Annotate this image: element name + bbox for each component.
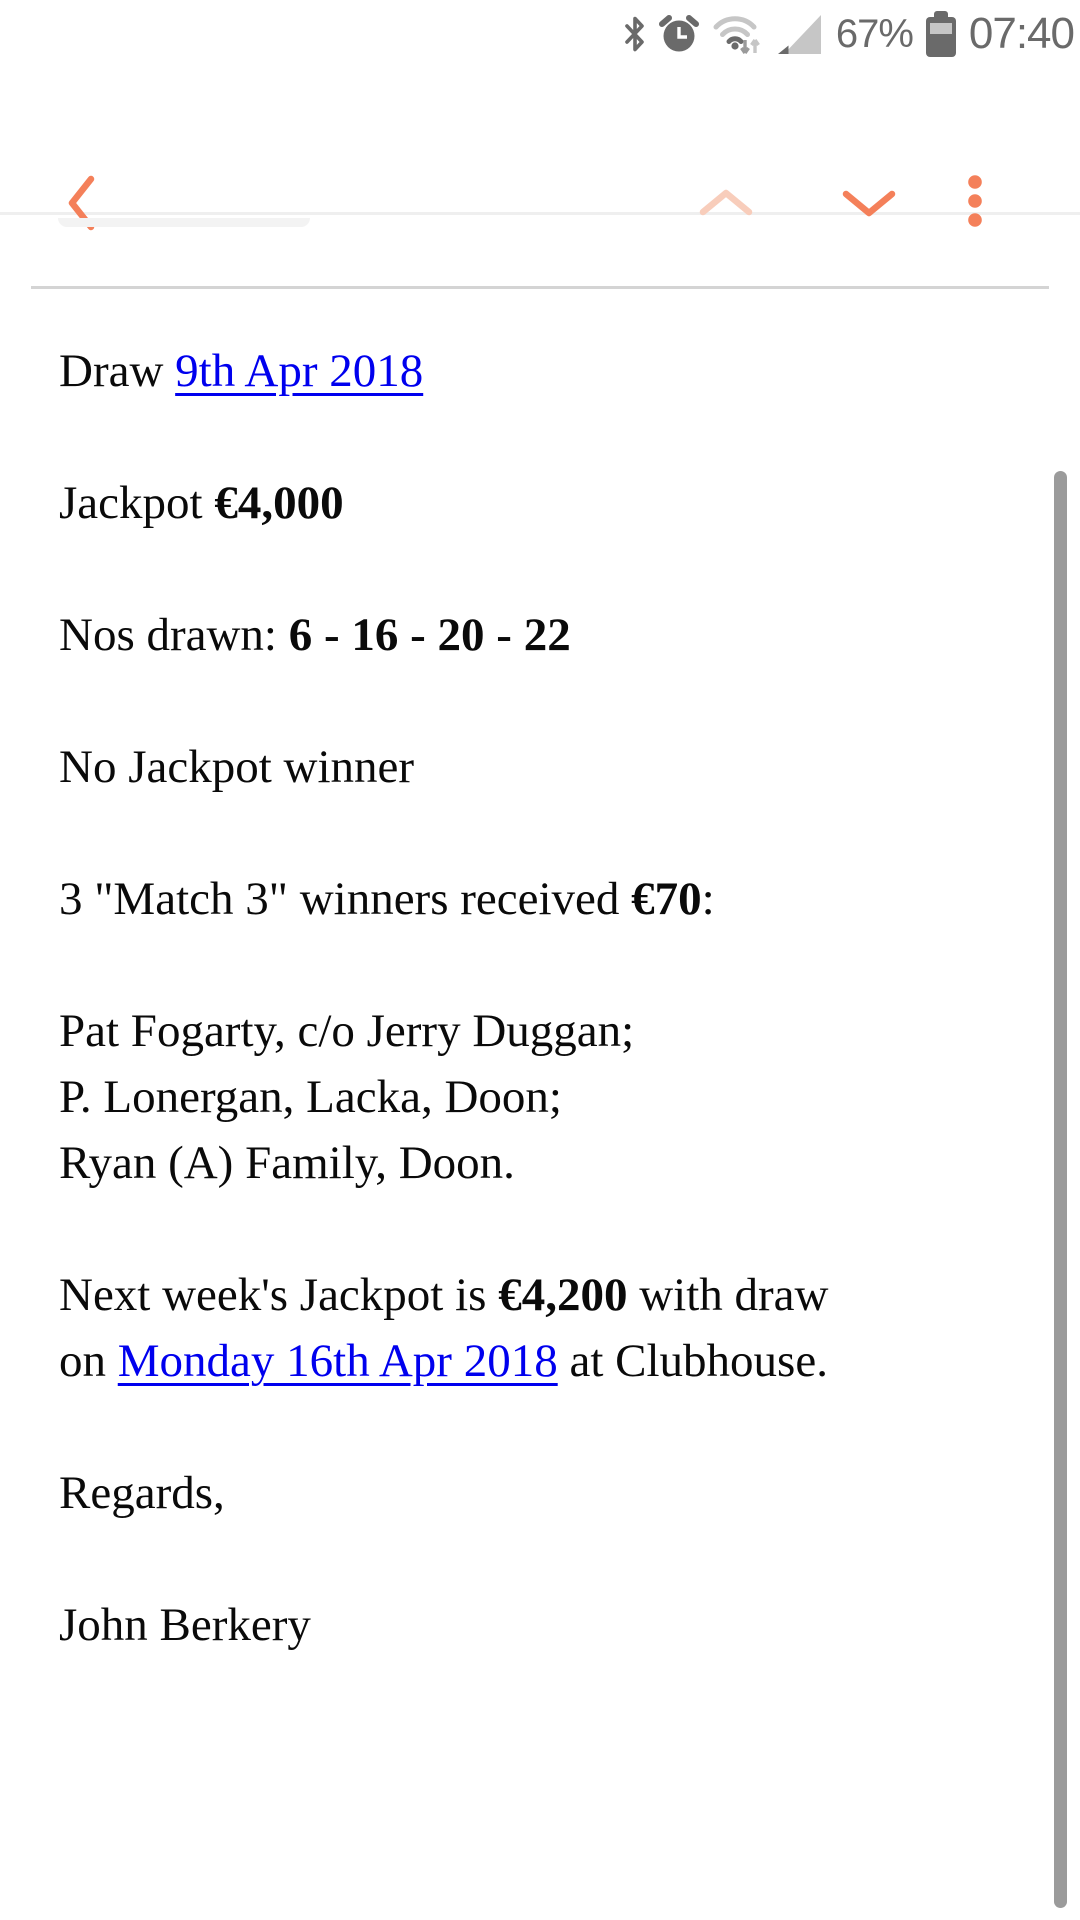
email-paragraph — [59, 338, 1050, 404]
previous-email-button[interactable] — [698, 186, 754, 218]
email-paragraph — [59, 866, 1050, 932]
chevron-down-icon — [841, 208, 897, 223]
email-paragraph — [59, 998, 1050, 1196]
text: on — [59, 1335, 118, 1387]
text: Next week's Jackpot is — [59, 1269, 499, 1321]
text: Jackpot — [59, 477, 215, 529]
signal-strength-icon — [775, 13, 823, 55]
draw-date-link[interactable]: 9th Apr 2018 — [175, 345, 424, 397]
next-draw-date-link[interactable]: Monday 16th Apr 2018 — [117, 1335, 558, 1387]
email-paragraph — [59, 1460, 1050, 1526]
text: at Clubhouse. — [557, 1335, 828, 1387]
email-paragraph — [59, 734, 1050, 800]
chevron-up-icon — [698, 206, 754, 221]
bold-text: €70 — [631, 873, 702, 925]
text: Pat Fogarty, c/o Jerry Duggan; — [59, 1005, 635, 1057]
email-paragraph — [59, 602, 1050, 668]
text: Ryan (A) Family, Doon. — [59, 1137, 515, 1189]
bluetooth-icon — [624, 15, 646, 53]
email-paragraph — [59, 470, 1050, 536]
text: : — [701, 873, 715, 925]
three-dots-vertical-icon — [967, 216, 983, 231]
battery-percent-label: 67% — [835, 11, 913, 56]
text: with draw — [627, 1269, 829, 1321]
status-bar — [0, 0, 1080, 62]
more-options-button[interactable] — [967, 174, 983, 228]
text: Draw — [59, 345, 176, 397]
bold-text: €4,200 — [498, 1269, 628, 1321]
clock-label: 07:40 — [968, 9, 1074, 58]
bold-text: 6 - 16 - 20 - 22 — [288, 609, 571, 661]
email-toolbar — [0, 62, 1080, 215]
text: Nos drawn: — [59, 609, 289, 661]
wifi-icon — [712, 12, 762, 56]
alarm-icon — [659, 14, 699, 54]
battery-icon — [926, 11, 956, 57]
text: Regards, — [59, 1467, 225, 1519]
next-email-button[interactable] — [841, 188, 897, 220]
collapsed-header-tab — [58, 218, 310, 227]
scrollbar-thumb[interactable] — [1054, 471, 1067, 1908]
text: No Jackpot winner — [59, 741, 415, 793]
email-paragraph — [59, 1262, 1050, 1394]
text: John Berkery — [59, 1599, 311, 1651]
email-body — [0, 289, 1080, 1724]
email-paragraph — [59, 1592, 1050, 1658]
text: 3 "Match 3" winners received — [59, 873, 632, 925]
text: P. Lonergan, Lacka, Doon; — [59, 1071, 562, 1123]
bold-text: €4,000 — [214, 477, 344, 529]
